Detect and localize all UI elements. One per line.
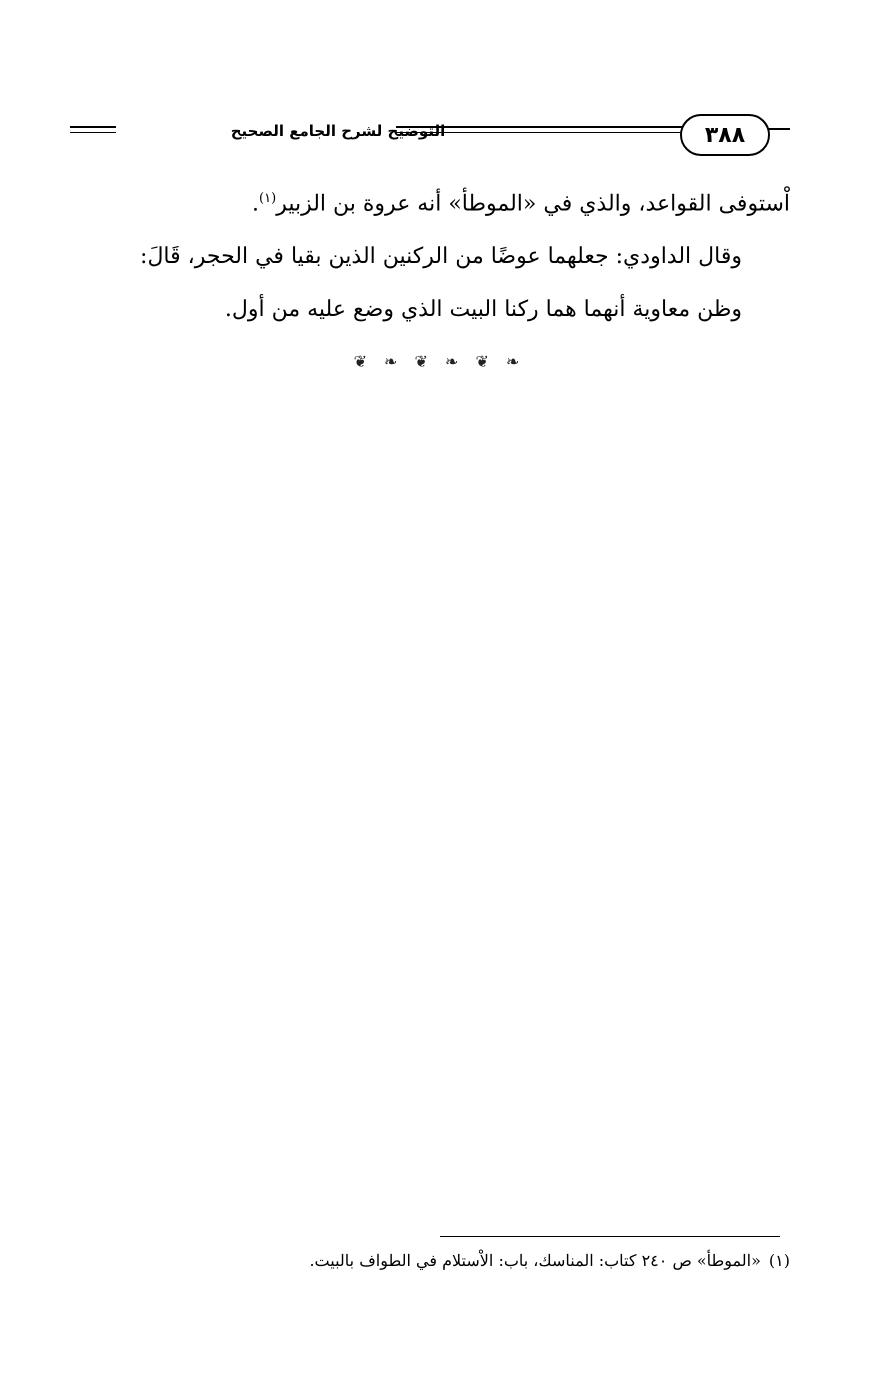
header-rule-middle-2: [396, 132, 684, 133]
header-rule-right: [768, 128, 790, 130]
header-rule-middle: [396, 126, 684, 128]
running-header: [70, 112, 790, 156]
main-text: [100, 172, 790, 336]
book-title: التوضيح لشرح الجامع الصحيح: [230, 122, 446, 140]
page-number: [680, 114, 770, 156]
line1-text: اْستوفى القواعد، والذي في «الموطأ» أنه عروة بن الزبير: [276, 191, 790, 217]
paragraph-2: وقال الداودي: جعلهما عوضًا من الركنين الذين بقيا في الحجر، قَالَ: وظن معاوية أنهما هما ركنا البيت الذي وضع عليه من أول.: [140, 244, 742, 323]
footnote-separator: [440, 1236, 780, 1237]
page-number-text: ٣٨٨: [704, 122, 746, 148]
header-rule-left-2: [70, 132, 116, 133]
text-line-1: [100, 172, 790, 230]
footnote-number: (١): [768, 1251, 790, 1270]
line1-end: .: [252, 191, 260, 217]
footnote-text: «الموطأ» ص ٢٤٠ كتاب: المناسك، باب: الاْستلام في الطواف بالبيت.: [309, 1251, 761, 1270]
header-rule-left: [70, 126, 116, 128]
section-ornament: ❦ ❧ ❦ ❧ ❦ ❧: [353, 352, 526, 371]
footnote-1: [80, 1248, 790, 1274]
footnote-ref-1[interactable]: (١): [259, 191, 277, 206]
